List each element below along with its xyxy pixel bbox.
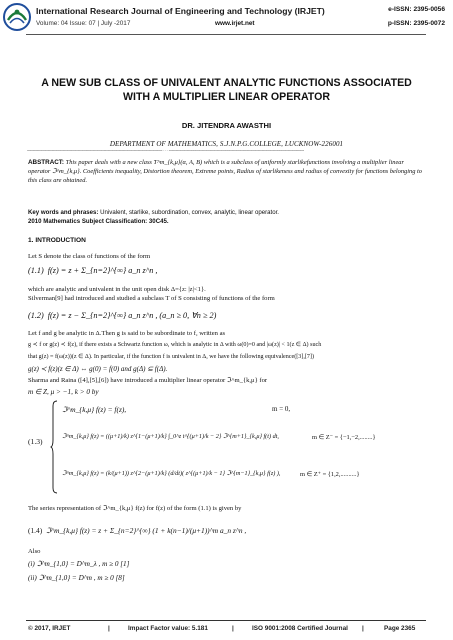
abstract-text-2: which is a subclass of uniformly starlikefunctions involving a multiplier linear operator — [28, 159, 404, 175]
abstract-text-3: . Coefficients inequality, Distortion theorem, Extreme points, Radius of starlikeness and radius of convexity for functions belonging to this class are obtained. — [28, 168, 422, 184]
footer-copyright: © 2017, IRJET — [28, 625, 71, 632]
equation-1-2-body: f(z) = z − Σ_{n=2}^{∞} a_n z^n , (a_n ≥ 0, ∀n ≥ 2) — [47, 311, 217, 320]
section-heading-introduction: 1. INTRODUCTION — [28, 237, 86, 244]
abstract-label: ABSTRACT: — [28, 159, 65, 166]
journal-name: International Research Journal of Engineering and Technology (IRJET) — [36, 6, 325, 16]
also-item-1: (i) ℑ^m_{1,0} = D^m_λ , m ≥ 0 [1] — [28, 560, 130, 568]
section-divider: ---------------------------------------------------------------------------------------------------***--------------------------------------------------------------------------------------------------- — [27, 150, 304, 154]
paragraph-1: Let S denote the class of functions of the form — [28, 253, 151, 260]
equation-1-3-row-3: ℑ^m_{k,μ} f(z) = (k/(μ+1)) z^{2−(μ+1)/k} (d/dt)( z^{(μ+1)/k − 1} ℑ^{m−1}_{k,μ} f(z) ), — [62, 470, 281, 477]
equation-1-3-row-1-condition: m = 0, — [272, 405, 291, 413]
paper-title-line-1: A NEW SUB CLASS OF UNIVALENT ANALYTIC FUNCTIONS ASSOCIATED — [41, 77, 412, 89]
footer-iso: ISO 9001:2008 Certified Journal — [252, 625, 348, 632]
abstract-text-1: This paper deals with a new class — [65, 159, 152, 166]
paragraph-2: which are analytic and univalent in the unit open disk Δ={z: |z|<1}. — [28, 286, 206, 293]
left-brace-icon — [50, 400, 58, 494]
abstract-class-symbol: T^m_{k,μ}(α, A, B) — [153, 159, 203, 166]
paper-title — [20, 76, 433, 104]
paragraph-3: Silverman[9] had introduced and studied a subclass T of S consisting of functions of the form — [28, 295, 275, 302]
abstract — [28, 158, 426, 185]
keywords: Univalent, starlike, subordination, convex, analytic, linear operator. — [100, 209, 280, 216]
abstract-operator-symbol: ℑ^m_{k,μ} — [51, 168, 80, 175]
msc-code: 30C45. — [148, 218, 169, 225]
keywords-label: Key words and phrases: — [28, 209, 99, 216]
paragraph-4: Let f and g be analytic in Δ.Then g is said to be subordinate to f, written as — [28, 330, 226, 337]
author-affiliation: DEPARTMENT OF MATHEMATICS, S.J.N.P.G.COLLEGE, LUCKNOW-226001 — [109, 140, 344, 148]
paragraph-6: Sharma and Raina ([4],[5],[6]) have introduced a multiplier linear operator ℑ^m_{k,μ} for — [28, 377, 268, 384]
equation-1-2 — [28, 310, 216, 320]
also-label: Also — [28, 548, 41, 555]
eissn: e-ISSN: 2395-0056 — [388, 6, 445, 13]
equation-1-1 — [28, 266, 157, 275]
also-item-2: (ii) ℑ^m_{1,0} = D^m , m ≥ 0 [8] — [28, 574, 125, 582]
header-divider — [26, 34, 426, 35]
journal-logo-icon — [2, 2, 32, 32]
paragraph-8: The series representation of ℑ^m_{k,μ} f(z) for f(z) of the form (1.1) is given by — [28, 505, 242, 512]
author-name: DR. JITENDRA AWASTHI — [181, 121, 272, 130]
equation-1-3-label: (1.3) — [28, 437, 43, 446]
journal-url-link[interactable]: www.irjet.net — [215, 20, 255, 27]
keywords-block — [28, 208, 426, 226]
equation-1-4 — [28, 526, 246, 535]
equation-1-3-row-2-condition: m ∈ Z⁻ = {−1,−2,........} — [312, 434, 376, 441]
footer-impact-factor: Impact Factor value: 5.181 — [128, 625, 208, 632]
equation-1-4-body: ℑ^m_{k,μ} f(z) = z + Σ_{n=2}^{∞} (1 + k(n−1)/(μ+1))^m a_n z^n , — [45, 526, 247, 535]
equation-1-3-row-2: ℑ^m_{k,μ} f(z) = ((μ+1)/k) z^{1−(μ+1)/k} ∫_0^z t^{(μ+1)/k − 2} ℑ^{m+1}_{k,μ} f(t) dt, — [62, 433, 279, 440]
footer-page-number: Page 2365 — [384, 625, 416, 632]
equation-1-4-label: (1.4) — [28, 526, 43, 535]
volume-issue: Volume: 04 Issue: 07 | July -2017 — [36, 20, 131, 27]
equation-1-1-label: (1.1) — [28, 266, 44, 275]
paper-title-line-2: WITH A MULTIPLIER LINEAR OPERATOR — [123, 91, 330, 103]
paragraph-5c: g(z) ≺ f(z)(z ∈ Δ) ⇔ g(0) = f(0) and g(Δ) ⊆ f(Δ). — [28, 365, 168, 373]
equation-1-3-row-1: ℑ^m_{k,μ} f(z) = f(z), — [62, 405, 127, 414]
paragraph-7: m ∈ Z, μ > −1, k > 0 by — [28, 388, 99, 396]
equation-1-1-body: f(z) = z + Σ_{n=2}^{∞} a_n z^n , — [47, 266, 158, 275]
equation-1-3-row-3-condition: m ∈ Z⁺ = {1,2,..........} — [300, 471, 360, 478]
msc-label: 2010 Mathematics Subject Classification: — [28, 218, 148, 225]
journal-header — [0, 0, 453, 40]
footer-divider — [26, 620, 426, 621]
paragraph-5a: g ≺ f or g(z) ≺ f(z), if there exists a Schwartz function ω, which is analytic in Δ with ω(0)=0 and |ω(z)| < 1(z ∈ Δ) such — [28, 342, 322, 348]
paragraph-5b: that g(z) = f(ω(z))(z ∈ Δ). In particular, if the function f is univalent in Δ, we have the following equivalence([3],[7]) — [28, 354, 314, 360]
pissn: p-ISSN: 2395-0072 — [387, 20, 445, 27]
equation-1-2-label: (1.2) — [28, 311, 44, 320]
